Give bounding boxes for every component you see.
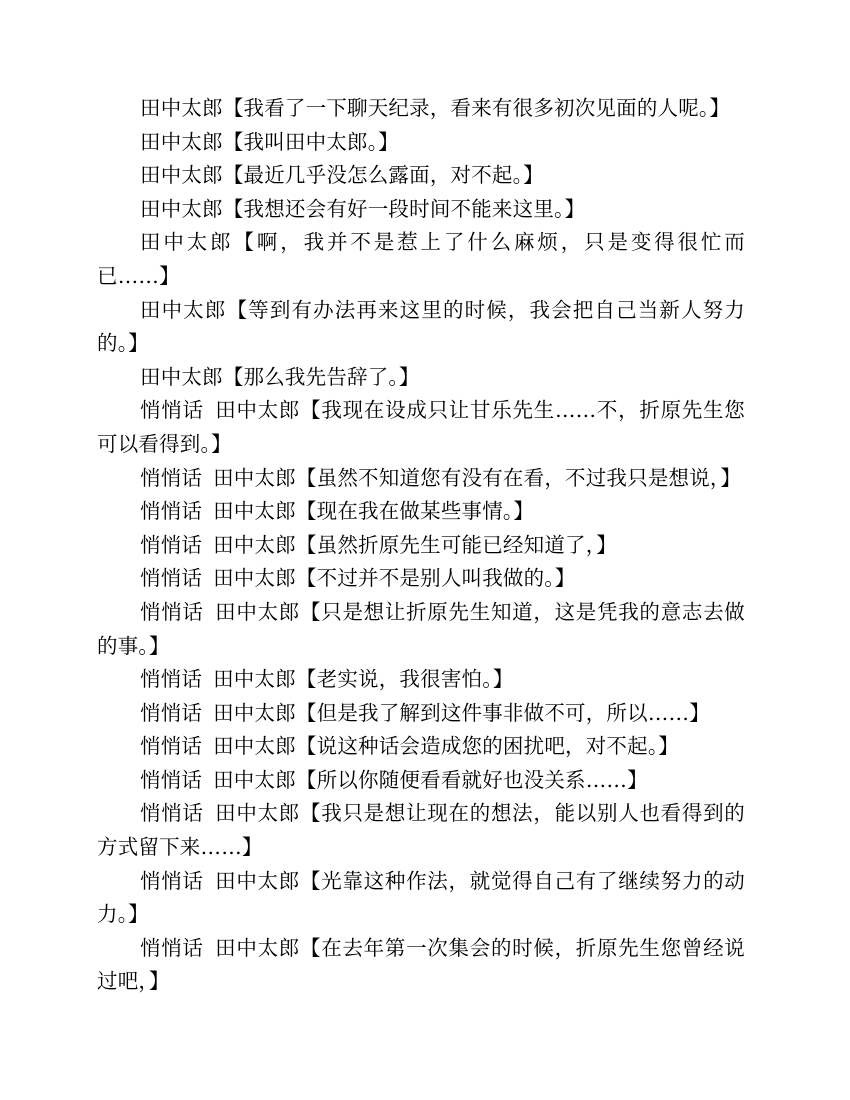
whisper-label: 悄悄话 xyxy=(140,767,203,792)
speaker-name: 田中太郎 xyxy=(214,398,301,423)
message-text: 只是想让折原先生知道，这是凭我的意志去做的事。 xyxy=(97,599,745,658)
speaker-name: 田中太郎 xyxy=(213,566,296,591)
chat-log-line xyxy=(97,663,745,697)
open-bracket: 【 xyxy=(300,599,322,624)
speaker-name: 田中太郎 xyxy=(213,499,296,524)
speaker-name: 田中太郎 xyxy=(140,196,223,221)
chat-log-line xyxy=(97,730,745,764)
chat-log-line xyxy=(97,697,745,731)
message-text: 但是我了解到这件事非做不可，所以…… xyxy=(316,700,690,725)
chat-log-line xyxy=(97,529,745,563)
close-bracket: 】 xyxy=(554,566,576,591)
whisper-label: 悄悄话 xyxy=(140,868,204,893)
speaker-name: 田中太郎 xyxy=(140,230,234,255)
close-bracket: 】 xyxy=(128,902,149,927)
message-text: 那么我先告辞了。 xyxy=(243,364,399,389)
speaker-name: 田中太郎 xyxy=(213,700,296,725)
close-bracket: 】 xyxy=(492,667,514,692)
chat-log-line xyxy=(97,226,745,293)
chat-log-line xyxy=(97,159,745,193)
speaker-name: 田中太郎 xyxy=(214,935,301,960)
whisper-label: 悄悄话 xyxy=(140,801,204,826)
open-bracket: 【 xyxy=(295,499,317,524)
chat-log-line xyxy=(97,361,745,395)
chat-log-line xyxy=(97,126,745,160)
close-bracket: 】 xyxy=(378,129,399,154)
whisper-label: 悄悄话 xyxy=(140,599,204,624)
speaker-name: 田中太郎 xyxy=(213,734,296,759)
open-bracket: 【 xyxy=(295,465,317,490)
open-bracket: 【 xyxy=(222,196,244,221)
chat-log-line xyxy=(97,797,745,864)
message-text: 我想还会有好一段时间不能来这里。 xyxy=(243,196,565,221)
close-bracket: 】 xyxy=(398,364,420,389)
open-bracket: 【 xyxy=(300,935,322,960)
message-text: 虽然不知道您有没有在看，不过我只是想说， xyxy=(316,465,721,490)
close-bracket: 】 xyxy=(658,734,679,759)
message-text: 所以你随便看看就好也没关系…… xyxy=(316,767,628,792)
message-text: 虽然折原先生可能已经知道了， xyxy=(316,532,597,557)
chat-log-line xyxy=(97,193,745,227)
speaker-name: 田中太郎 xyxy=(140,297,227,322)
speaker-name: 田中太郎 xyxy=(213,465,296,490)
chat-log-body xyxy=(97,92,745,999)
speaker-name: 田中太郎 xyxy=(140,96,223,120)
close-bracket: 】 xyxy=(627,767,648,792)
chat-log-line xyxy=(97,596,745,663)
message-text: 等到有办法再来这里的时候，我会把自己当新人努力的。 xyxy=(97,297,745,356)
chat-log-line xyxy=(97,764,745,798)
close-bracket: 】 xyxy=(148,969,170,994)
speaker-name: 田中太郎 xyxy=(213,767,296,792)
whisper-label: 悄悄话 xyxy=(140,398,204,423)
whisper-label: 悄悄话 xyxy=(140,465,203,490)
message-text: 啊，我并不是惹上了什么麻烦，只是变得很忙而已…… xyxy=(97,230,745,288)
open-bracket: 【 xyxy=(222,96,244,120)
chat-log-line xyxy=(97,394,745,461)
message-text: 我叫田中太郎。 xyxy=(243,129,379,154)
message-text: 最近几乎没怎么露面，对不起。 xyxy=(243,163,524,188)
close-bracket: 】 xyxy=(148,633,170,658)
close-bracket: 】 xyxy=(709,96,731,120)
open-bracket: 【 xyxy=(300,868,322,893)
close-bracket: 】 xyxy=(128,331,149,356)
close-bracket: 】 xyxy=(513,499,535,524)
message-text: 我现在设成只让甘乐先生……不，折原先生您可以看得到。 xyxy=(97,398,745,456)
open-bracket: 【 xyxy=(300,398,322,423)
open-bracket: 【 xyxy=(300,801,322,826)
open-bracket: 【 xyxy=(295,700,317,725)
whisper-label: 悄悄话 xyxy=(140,566,203,591)
chat-log-line xyxy=(97,865,745,932)
close-bracket: 】 xyxy=(159,263,180,288)
message-text: 不过并不是别人叫我做的。 xyxy=(316,566,555,591)
speaker-name: 田中太郎 xyxy=(214,868,301,893)
speaker-name: 田中太郎 xyxy=(213,532,296,557)
close-bracket: 】 xyxy=(210,431,232,456)
open-bracket: 【 xyxy=(222,163,244,188)
speaker-name: 田中太郎 xyxy=(140,129,223,154)
whisper-label: 悄悄话 xyxy=(140,700,203,725)
close-bracket: 】 xyxy=(241,835,263,860)
open-bracket: 【 xyxy=(233,230,257,255)
message-text: 现在我在做某些事情。 xyxy=(316,499,514,524)
open-bracket: 【 xyxy=(295,532,317,557)
open-bracket: 【 xyxy=(226,297,249,322)
chat-log-line xyxy=(97,932,745,999)
speaker-name: 田中太郎 xyxy=(214,801,301,826)
whisper-label: 悄悄话 xyxy=(140,935,204,960)
message-text: 光靠这种作法，就觉得自己有了继续努力的动力。 xyxy=(97,868,745,927)
open-bracket: 【 xyxy=(222,364,244,389)
speaker-name: 田中太郎 xyxy=(140,364,223,389)
open-bracket: 【 xyxy=(295,667,317,692)
whisper-label: 悄悄话 xyxy=(140,667,203,692)
speaker-name: 田中太郎 xyxy=(213,667,296,692)
open-bracket: 【 xyxy=(295,566,317,591)
chat-log-line xyxy=(97,562,745,596)
open-bracket: 【 xyxy=(222,129,244,154)
close-bracket: 】 xyxy=(596,532,617,557)
whisper-label: 悄悄话 xyxy=(140,499,203,524)
chat-log-line xyxy=(97,294,745,361)
close-bracket: 】 xyxy=(564,196,586,221)
chat-log-line xyxy=(97,495,745,529)
speaker-name: 田中太郎 xyxy=(140,163,223,188)
open-bracket: 【 xyxy=(295,767,317,792)
message-text: 在去年第一次集会的时候，折原先生您曾经说过吧， xyxy=(97,935,745,994)
chat-log-line xyxy=(97,462,745,496)
whisper-label: 悄悄话 xyxy=(140,734,203,759)
message-text: 老实说，我很害怕。 xyxy=(316,667,493,692)
message-text: 说这种话会造成您的困扰吧，对不起。 xyxy=(316,734,659,759)
close-bracket: 】 xyxy=(523,163,544,188)
whisper-label: 悄悄话 xyxy=(140,532,203,557)
open-bracket: 【 xyxy=(295,734,317,759)
message-text: 我只是想让现在的想法，能以别人也看得到的方式留下来…… xyxy=(97,801,745,860)
close-bracket: 】 xyxy=(720,465,742,490)
speaker-name: 田中太郎 xyxy=(214,599,301,624)
message-text: 我看了一下聊天纪录，看来有很多初次见面的人呢。 xyxy=(243,96,710,120)
chat-log-line xyxy=(97,92,745,126)
close-bracket: 】 xyxy=(689,700,710,725)
